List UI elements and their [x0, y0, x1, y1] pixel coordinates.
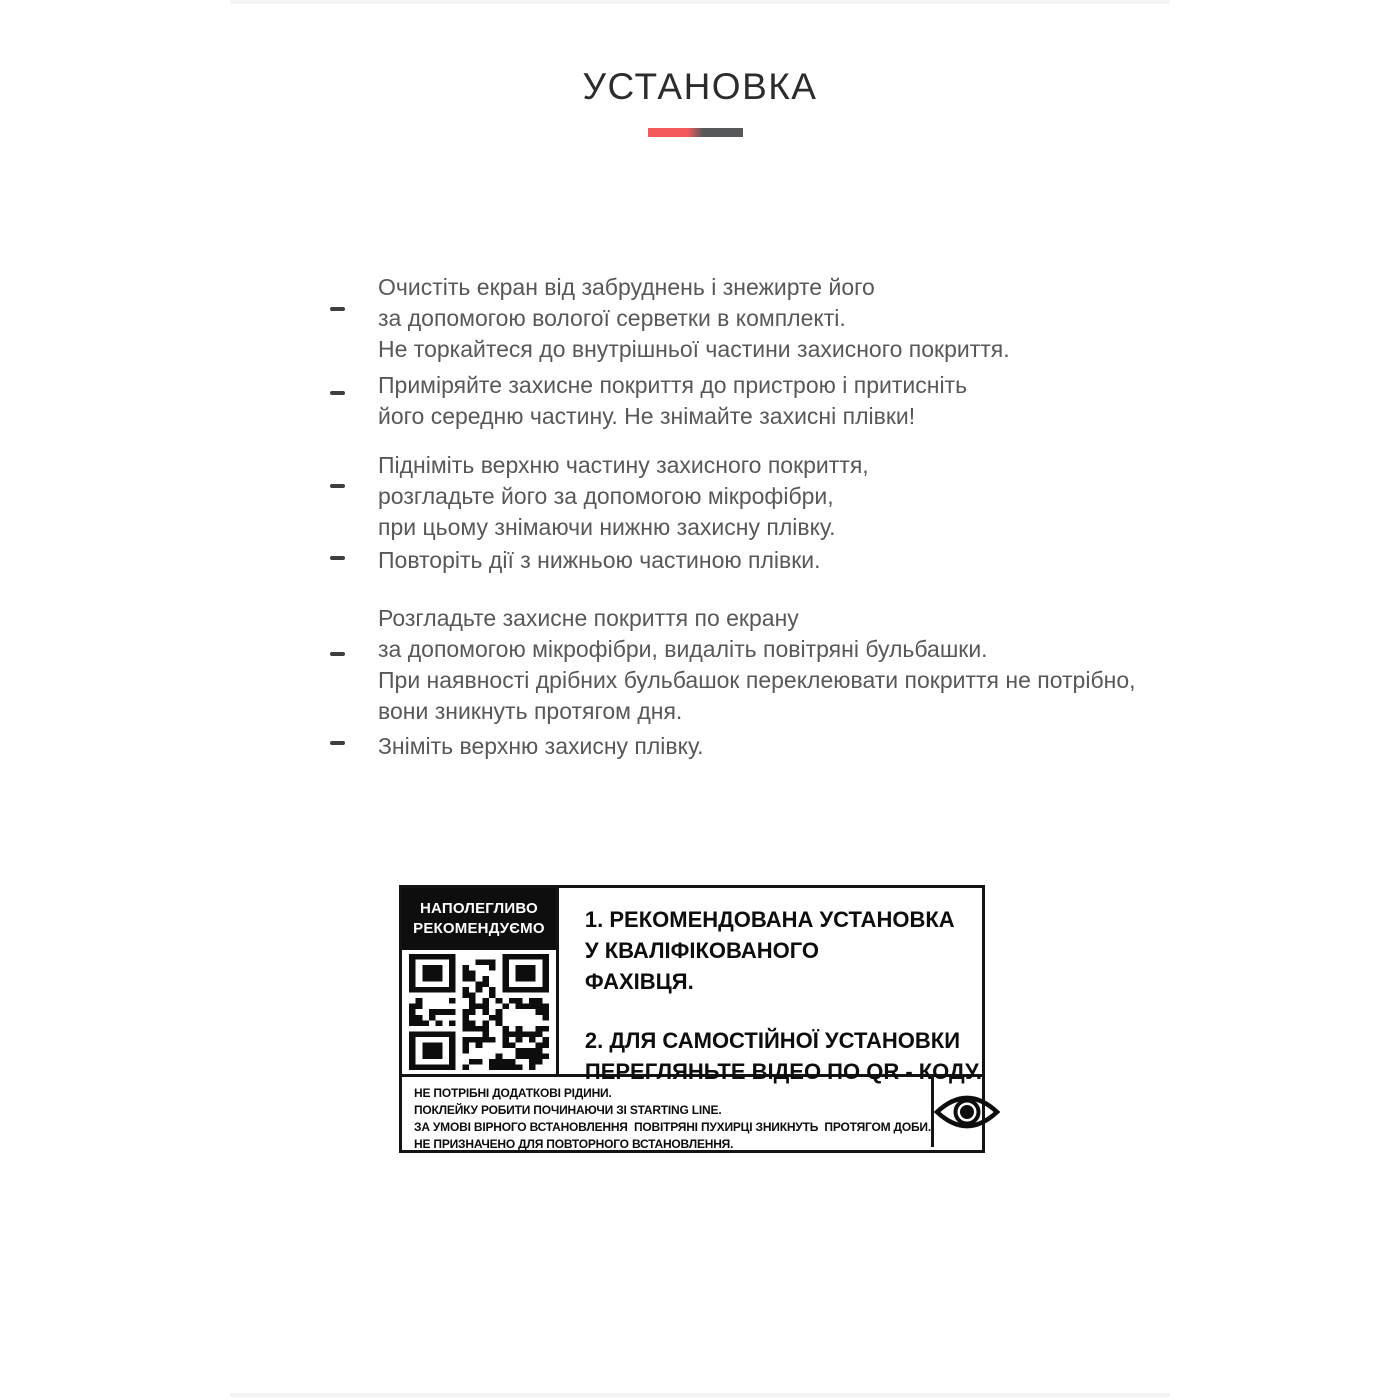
qr-code: [402, 950, 556, 1074]
instruction-step: [330, 731, 1250, 762]
instruction-step: [330, 272, 1250, 365]
bullet-dash: [330, 307, 345, 311]
strongly-recommend-header: [402, 888, 556, 950]
instruction-step: [330, 450, 1250, 543]
eye-icon: [934, 1077, 1000, 1147]
step-text: Повторіть дії з нижньою частиною плівки.: [378, 547, 821, 573]
step-text: Зніміть верхню захисну плівку.: [378, 733, 704, 759]
bullet-dash: [330, 484, 345, 488]
strongly-recommend-line1: НАПОЛЕГЛИВО: [420, 900, 538, 917]
recommendation-point: 1. РЕКОМЕНДОВАНА УСТАНОВКА У КВАЛІФІКОВАНОГО ФАХІВЦЯ.: [584, 907, 955, 994]
note-line: ЗА УМОВІ ВІРНОГО ВСТАНОВЛЕННЯ ПОВІТРЯНІ ПУХИРЦІ ЗНИКНУТЬ ПРОТЯГОМ ДОБИ.: [414, 1120, 931, 1134]
step-text: Очистіть екран від забруднень і знежирте його за допомогою вологої серветки в комплекті. Не торкайтеся до внутрішньої частини захисного покриття.: [378, 274, 1010, 362]
page-title: УСТАНОВКА: [582, 66, 818, 107]
note-line: ПОКЛЕЙКУ РОБИТИ ПОЧИНАЮЧИ ЗІ STARTING LINE.: [414, 1103, 722, 1117]
instruction-step: [330, 370, 1250, 432]
bullet-dash: [330, 391, 345, 395]
step-text: Приміряйте захисне покриття до пристрою і притисніть його середню частину. Не знімайте захисні плівки!: [378, 372, 968, 429]
bullet-dash: [330, 652, 345, 656]
recommendation-point: 2. ДЛЯ САМОСТІЙНОЇ УСТАНОВКИ ПЕРЕГЛЯНЬТЕ ВІДЕО ПО QR - КОДУ.: [584, 1028, 982, 1084]
adjacent-page-edge-bottom: [230, 1393, 1170, 1397]
bullet-dash: [330, 741, 345, 745]
step-text: Підніміть верхню частину захисного покриття, розгладьте його за допомогою мікрофібри, при цьому знімаючи нижню захисну плівку.: [378, 452, 869, 540]
instruction-step: [330, 545, 1250, 576]
recommendation-box: [399, 885, 985, 1153]
recommendation-points: [559, 888, 982, 1084]
title-accent-bar: [648, 128, 743, 137]
adjacent-page-edge-top: [230, 0, 1170, 4]
recommendation-box-bottom-row: [402, 1077, 982, 1151]
bullet-dash: [330, 556, 345, 560]
instruction-step: [330, 603, 1250, 727]
qr-code-canvas: [409, 954, 549, 1070]
strongly-recommend-line2: РЕКОМЕНДУЄМО: [413, 920, 545, 937]
installation-notes: [402, 1077, 934, 1151]
recommendation-box-top-row: [402, 888, 982, 1084]
recommendation-box-left-cell: [402, 888, 559, 1074]
eye-icon-svg: [934, 1091, 1000, 1133]
note-line: НЕ ПОТРІБНІ ДОДАТКОВІ РІДИНИ.: [414, 1086, 612, 1100]
note-line: НЕ ПРИЗНАЧЕНО ДЛЯ ПОВТОРНОГО ВСТАНОВЛЕННЯ.: [414, 1137, 734, 1151]
step-text: Розгладьте захисне покриття по екрану за допомогою мікрофібри, видаліть повітряні бульбашки. При наявності дрібних бульбашок переклеювати покриття не потрібно, вони зникнуть протягом дня.: [378, 605, 1136, 724]
